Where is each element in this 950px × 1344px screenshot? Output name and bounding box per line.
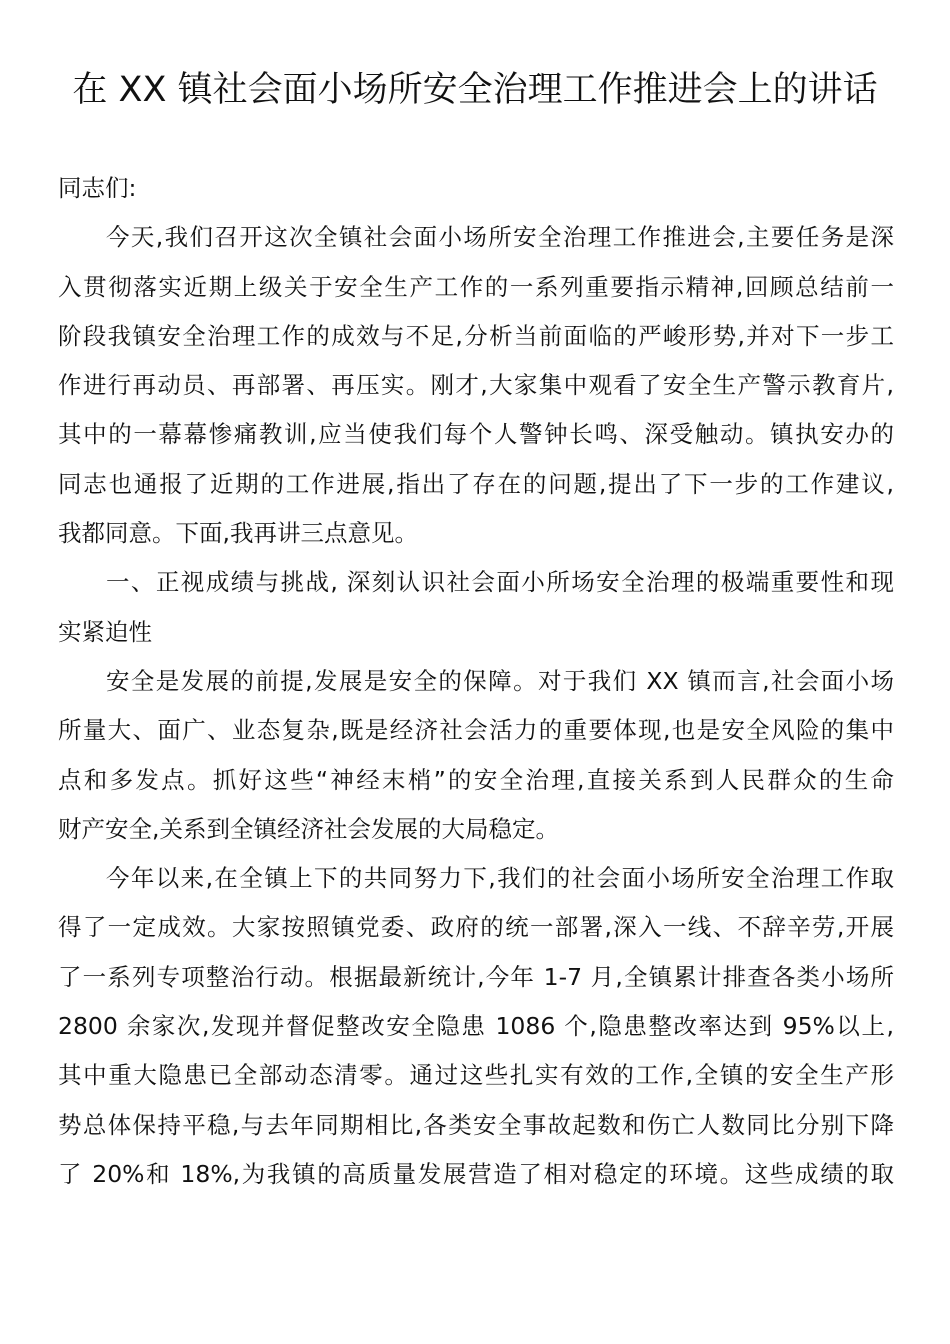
paragraph-achievements	[58, 858, 894, 1203]
text-line: 势总体保持平稳,与去年同期相比,各类安全事故起数和伤亡人数同比分别下降	[58, 1110, 894, 1139]
text-line: 2800 余家次,发现并督促整改安全隐患 1086 个,隐患整改率达到 95%以上,	[58, 1012, 894, 1041]
text-line: 点和多发点。抓好这些“神经末梢”的安全治理,直接关系到人民群众的生命	[58, 765, 894, 794]
text-line: 今年以来,在全镇上下的共同努力下,我们的社会面小场所安全治理工作取	[106, 864, 894, 893]
text-line: 同志也通报了近期的工作进展,指出了存在的问题,提出了下一步的工作建议,	[58, 469, 894, 498]
text-line: 了一系列专项整治行动。根据最新统计,今年 1-7 月,全镇累计排查各类小场所	[58, 962, 894, 991]
text-line: 财产安全,关系到全镇经济社会发展的大局稳定。	[58, 814, 559, 843]
text-line: 入贯彻落实近期上级关于安全生产工作的一系列重要指示精神,回顾总结前一	[58, 272, 894, 301]
document-body	[58, 168, 894, 1203]
text-line: 作进行再动员、再部署、再压实。刚才,大家集中观看了安全生产警示教育片,	[58, 371, 894, 400]
text-line: 所量大、面广、业态复杂,既是经济社会活力的重要体现,也是安全风险的集中	[58, 716, 894, 745]
text-line: 一、正视成绩与挑战, 深刻认识社会面小所场安全治理的极端重要性和现	[106, 568, 894, 597]
text-line: 我都同意。下面,我再讲三点意见。	[58, 519, 418, 548]
paragraph-opening	[58, 217, 894, 562]
section-heading-1	[58, 562, 894, 661]
text-line: 安全是发展的前提,发展是安全的保障。对于我们 XX 镇而言,社会面小场	[106, 666, 894, 695]
text-line: 其中重大隐患已全部动态清零。通过这些扎实有效的工作,全镇的安全生产形	[58, 1061, 894, 1090]
paragraph-importance	[58, 661, 894, 858]
document-title: 在 XX 镇社会面小场所安全治理工作推进会上的讲话	[72, 70, 878, 110]
text-line: 实紧迫性	[58, 617, 152, 646]
text-line: 了 20%和 18%,为我镇的高质量发展营造了相对稳定的环境。这些成绩的取	[58, 1159, 894, 1188]
text-line: 今天,我们召开这次全镇社会面小场所安全治理工作推进会,主要任务是深	[106, 223, 894, 252]
salutation: 同志们:	[58, 174, 137, 202]
text-line: 其中的一幕幕惨痛教训,应当使我们每个人警钟长鸣、深受触动。镇执安办的	[58, 420, 894, 449]
text-line: 阶段我镇安全治理工作的成效与不足,分析当前面临的严峻形势,并对下一步工	[58, 321, 894, 350]
text-line: 得了一定成效。大家按照镇党委、政府的统一部署,深入一线、不辞辛劳,开展	[58, 913, 894, 942]
